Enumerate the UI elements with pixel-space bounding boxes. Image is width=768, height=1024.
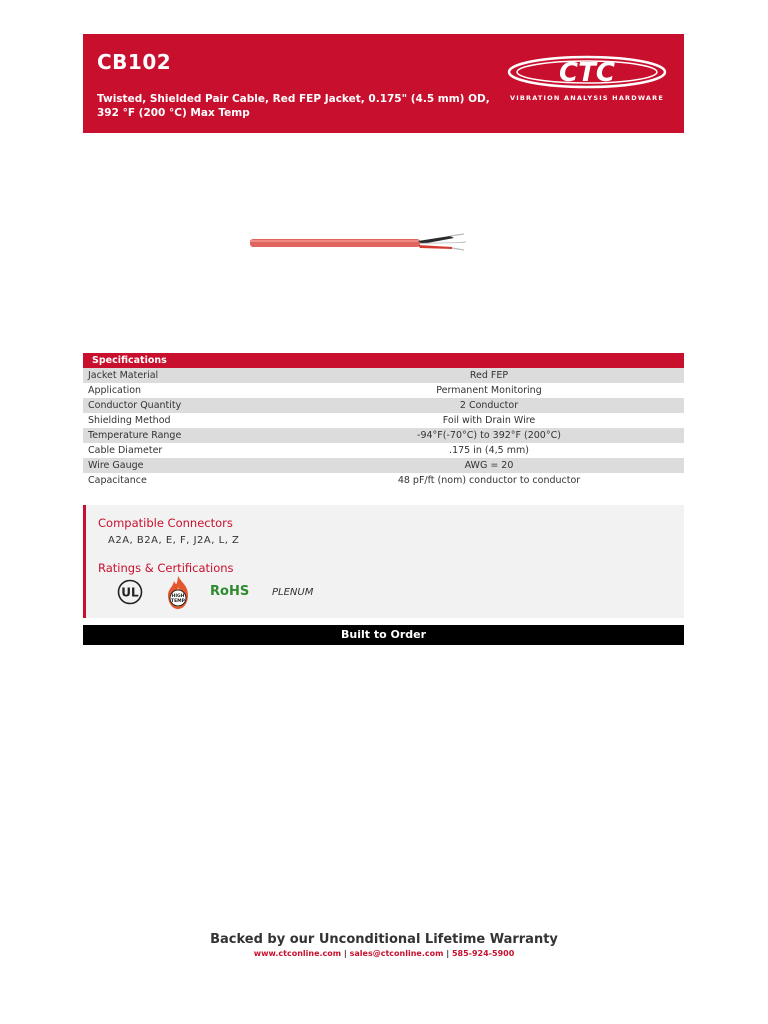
logo-text: CTC bbox=[559, 58, 615, 88]
spec-label: Application bbox=[88, 385, 142, 396]
spec-label: Wire Gauge bbox=[88, 460, 144, 471]
separator: | bbox=[446, 949, 450, 958]
spec-value: AWG = 20 bbox=[464, 460, 514, 471]
plenum-label: PLENUM bbox=[272, 587, 314, 598]
svg-text:UL: UL bbox=[121, 585, 139, 600]
svg-text:TEMP: TEMP bbox=[171, 599, 185, 604]
spec-value: 2 Conductor bbox=[459, 400, 519, 411]
spec-value: 48 pF/ft (nom) conductor to conductor bbox=[397, 475, 581, 486]
email-link[interactable]: sales@ctconline.com bbox=[349, 949, 444, 958]
spec-row bbox=[83, 473, 684, 488]
ul-icon bbox=[117, 579, 143, 605]
phone-number: 585-924-5900 bbox=[451, 949, 515, 958]
spec-row bbox=[83, 368, 684, 383]
contact-line bbox=[0, 949, 768, 958]
spec-label: Temperature Range bbox=[88, 430, 182, 441]
spec-label: Conductor Quantity bbox=[88, 400, 182, 411]
compatible-connectors-list: A2A, B2A, E, F, J2A, L, Z bbox=[108, 535, 240, 546]
spec-label: Shielding Method bbox=[88, 415, 171, 426]
compatibility-panel bbox=[83, 505, 684, 618]
part-number: CB102 bbox=[97, 50, 172, 74]
logo-tagline: VIBRATION ANALYSIS HARDWARE bbox=[509, 94, 665, 102]
specifications-table bbox=[83, 353, 684, 488]
built-to-order-bar: Built to Order bbox=[83, 625, 684, 645]
spec-value: Permanent Monitoring bbox=[436, 385, 542, 396]
high-temp-icon bbox=[164, 575, 192, 611]
certification-icons bbox=[112, 575, 412, 611]
cable-image bbox=[250, 230, 470, 256]
spec-row bbox=[83, 428, 684, 443]
website-link[interactable]: www.ctconline.com bbox=[253, 949, 342, 958]
spec-value: Foil with Drain Wire bbox=[442, 415, 536, 426]
header-banner bbox=[83, 34, 684, 133]
spec-label: Cable Diameter bbox=[88, 445, 163, 456]
spec-value: .175 in (4,5 mm) bbox=[449, 445, 529, 456]
ctc-logo-mark bbox=[505, 54, 669, 94]
ratings-title: Ratings & Certifications bbox=[98, 561, 234, 575]
spec-row bbox=[83, 413, 684, 428]
product-description: Twisted, Shielded Pair Cable, Red FEP Jacket, 0.175" (4.5 mm) OD, 392 °F (200 °C) Max Temp bbox=[97, 93, 490, 119]
specifications-title: Specifications bbox=[83, 353, 684, 368]
compatible-connectors-title: Compatible Connectors bbox=[98, 516, 233, 530]
spec-label: Capacitance bbox=[88, 475, 147, 486]
svg-text:HIGH: HIGH bbox=[171, 594, 185, 599]
spec-row bbox=[83, 458, 684, 473]
spec-label: Jacket Material bbox=[88, 370, 159, 381]
spec-value: -94°F(-70°C) to 392°F (200°C) bbox=[417, 430, 561, 441]
spec-row bbox=[83, 383, 684, 398]
spec-row bbox=[83, 443, 684, 458]
spec-row bbox=[83, 398, 684, 413]
rohs-badge: RoHS bbox=[210, 584, 250, 599]
ctc-logo bbox=[505, 54, 669, 114]
separator: | bbox=[343, 949, 347, 958]
spec-value: Red FEP bbox=[469, 370, 509, 381]
warranty-statement: Backed by our Unconditional Lifetime Warranty bbox=[210, 932, 558, 947]
